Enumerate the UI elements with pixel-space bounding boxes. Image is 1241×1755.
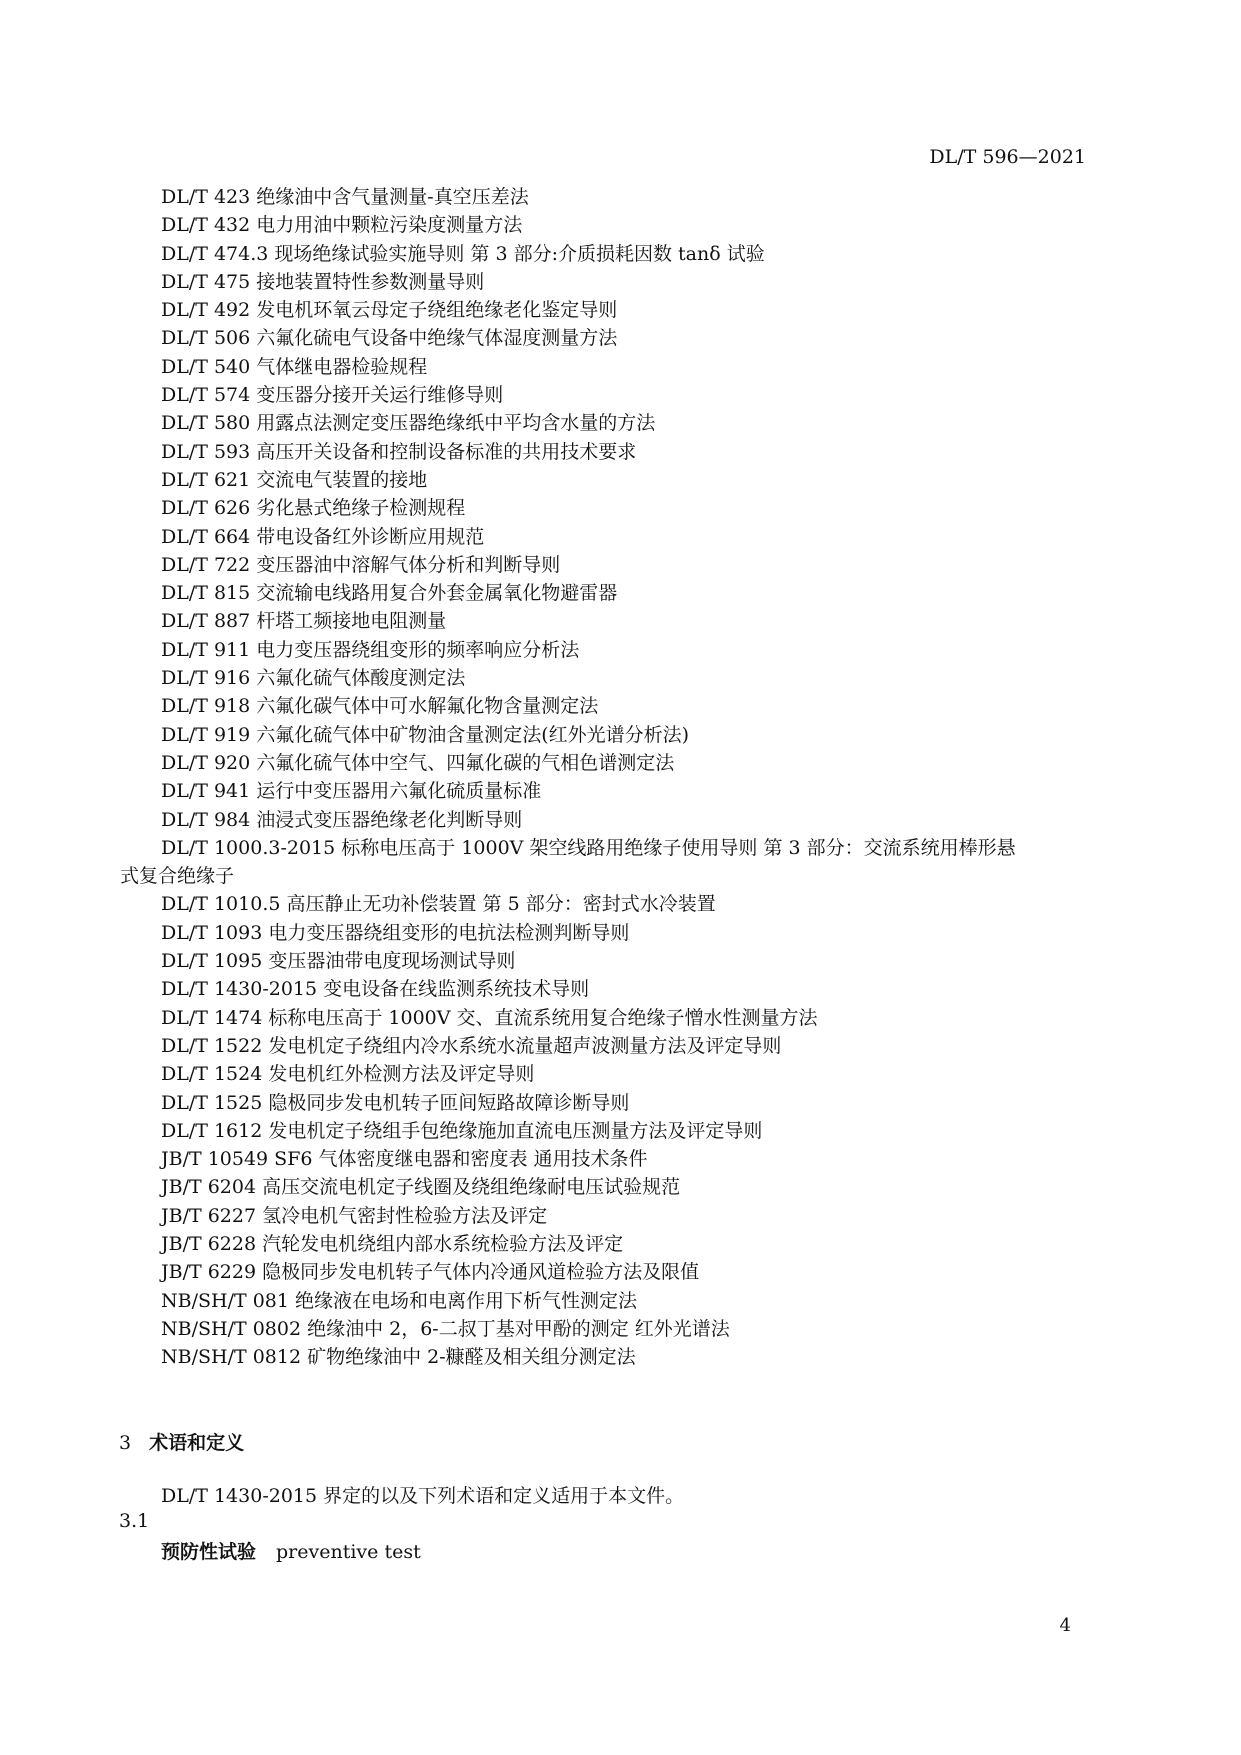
- reference-item: DL/T 574 变压器分接开关运行维修导则: [161, 384, 504, 407]
- section-intro-paragraph: DL/T 1430-2015 界定的以及下列术语和定义适用于本文件。: [161, 1485, 685, 1507]
- reference-item: DL/T 506 六氟化硫电气设备中绝缘气体湿度测量方法: [161, 327, 618, 350]
- reference-item: DL/T 1522 发电机定子绕组内冷水系统水流量超声波测量方法及评定导则: [161, 1034, 782, 1057]
- term-chinese: 预防性试验: [161, 1541, 257, 1563]
- section-number: 3: [119, 1432, 132, 1454]
- page-number: 4: [1059, 1615, 1071, 1636]
- reference-item: DL/T 1430-2015 变电设备在线监测系统技术导则: [161, 978, 590, 1001]
- reference-item: DL/T 1525 隐极同步发电机转子匝间短路故障诊断导则: [161, 1091, 630, 1114]
- reference-item: DL/T 722 变压器油中溶解气体分析和判断导则: [161, 553, 561, 576]
- reference-item: JB/T 6204 高压交流电机定子线圈及绕组绝缘耐电压试验规范: [161, 1176, 681, 1199]
- reference-item: DL/T 815 交流输电线路用复合外套金属氧化物避雷器: [161, 582, 618, 605]
- reference-item: DL/T 423 绝缘油中含气量测量-真空压差法: [161, 186, 529, 208]
- reference-item: JB/T 6228 汽轮发电机绕组内部水系统检验方法及评定: [161, 1232, 624, 1255]
- reference-item: DL/T 475 接地装置特性参数测量导则: [161, 270, 485, 293]
- term-number: 3.1: [119, 1510, 150, 1532]
- reference-item: DL/T 492 发电机环氧云母定子绕组绝缘老化鉴定导则: [161, 299, 618, 322]
- reference-long-line1: DL/T 1000.3-2015 标称电压高于 1000V 架空线路用绝缘子使用导则 第 3 部分：交流系统用棒形悬: [161, 836, 1016, 859]
- reference-item: DL/T 919 六氟化硫气体中矿物油含量测定法(红外光谱分析法): [161, 723, 690, 746]
- reference-item: DL/T 621 交流电气装置的接地: [161, 468, 428, 491]
- reference-item: DL/T 984 油浸式变压器绝缘老化判断导则: [161, 808, 523, 831]
- reference-item: DL/T 911 电力变压器绕组变形的频率响应分析法: [161, 638, 580, 661]
- reference-item: DL/T 918 六氟化碳气体中可水解氟化物含量测定法: [161, 695, 599, 718]
- term-english: preventive test: [276, 1541, 421, 1563]
- section-heading: [119, 1428, 244, 1455]
- reference-item: DL/T 1524 发电机红外检测方法及评定导则: [161, 1063, 535, 1086]
- reference-item: DL/T 1612 发电机定子绕组手包绝缘施加直流电压测量方法及评定导则: [161, 1119, 763, 1142]
- reference-item: DL/T 474.3 现场绝缘试验实施导则 第 3 部分:介质损耗因数 tanδ 试验: [161, 242, 765, 265]
- reference-item: DL/T 920 六氟化硫气体中空气、四氟化碳的气相色谱测定法: [161, 751, 675, 774]
- reference-item: DL/T 1474 标称电压高于 1000V 交、直流系统用复合绝缘子憎水性测量方法: [161, 1006, 818, 1029]
- reference-long-line2: 式复合绝缘子: [120, 865, 235, 888]
- reference-item: JB/T 6227 氢冷电机气密封性检验方法及评定: [161, 1204, 548, 1227]
- reference-item: DL/T 887 杆塔工频接地电阻测量: [161, 610, 447, 633]
- normative-references-list: [120, 183, 1091, 1371]
- reference-item: JB/T 10549 SF6 气体密度继电器和密度表 通用技术条件: [161, 1148, 648, 1171]
- reference-item: DL/T 1095 变压器油带电度现场测试导则: [161, 950, 516, 973]
- section-title: 术语和定义: [149, 1432, 245, 1454]
- reference-item: DL/T 593 高压开关设备和控制设备标准的共用技术要求: [161, 440, 637, 463]
- term-entry: [161, 1537, 421, 1564]
- reference-item: JB/T 6229 隐极同步发电机转子气体内冷通风道检验方法及限值: [161, 1261, 700, 1284]
- reference-item: NB/SH/T 0812 矿物绝缘油中 2-糠醛及相关组分测定法: [161, 1346, 636, 1369]
- reference-item: DL/T 540 气体继电器检验规程: [161, 355, 428, 378]
- reference-item: DL/T 1093 电力变压器绕组变形的电抗法检测判断导则: [161, 921, 630, 944]
- reference-item: DL/T 664 带电设备红外诊断应用规范: [161, 525, 485, 548]
- reference-item: DL/T 432 电力用油中颗粒污染度测量方法: [161, 214, 523, 237]
- reference-item: DL/T 916 六氟化硫气体酸度测定法: [161, 667, 466, 690]
- reference-item: NB/SH/T 0802 绝缘油中 2，6-二叔丁基对甲酚的测定 红外光谱法: [161, 1317, 730, 1340]
- document-id-header: DL/T 596—2021: [929, 146, 1086, 168]
- reference-item: DL/T 941 运行中变压器用六氟化硫质量标准: [161, 780, 542, 803]
- reference-item-long: [120, 834, 1091, 891]
- reference-item: DL/T 580 用露点法测定变压器绝缘纸中平均含水量的方法: [161, 412, 656, 435]
- reference-item: DL/T 626 劣化悬式绝缘子检测规程: [161, 497, 466, 520]
- reference-item: NB/SH/T 081 绝缘液在电场和电离作用下析气性测定法: [161, 1289, 637, 1312]
- reference-item: DL/T 1010.5 高压静止无功补偿装置 第 5 部分：密封式水冷装置: [161, 893, 716, 916]
